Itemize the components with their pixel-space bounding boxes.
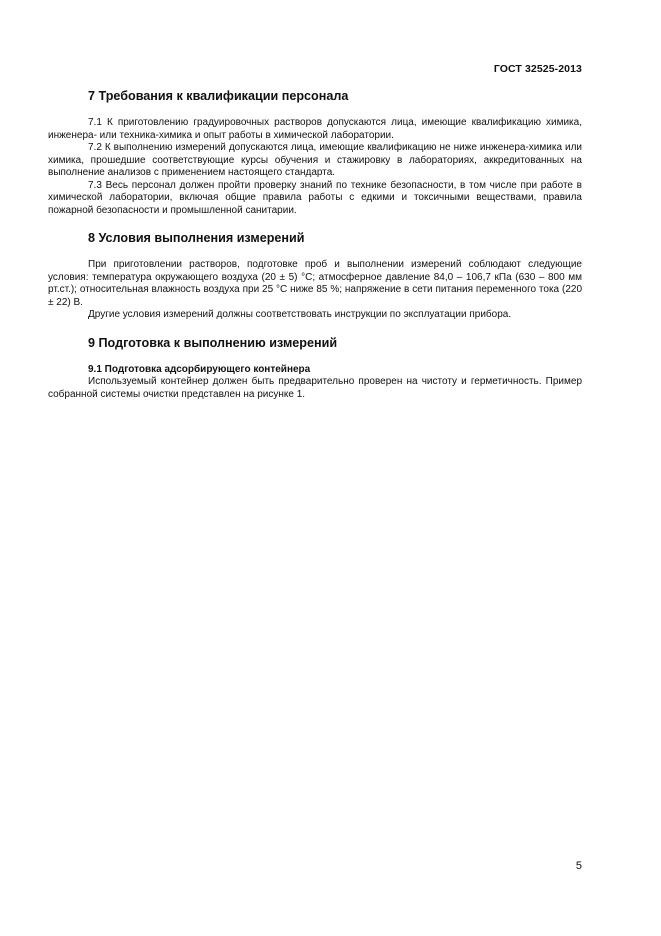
section-8-paragraph-1: При приготовлении растворов, подготовке проб и выполнении измерений соблюдают следующие условия: температура окружающего воздуха (20 ± 5) °С; атмосферное давление 84,0 – 106,7 кПа (630 – 800 мм рт.ст.); относительная влажность воздуха при 25 °С ниже 85 %; напряжение в сети питания переменного тока (220 ± 22) В. [48,259,582,308]
section-7-paragraph-2: 7.2 К выполнению измерений допускаются лица, имеющие квалификацию не ниже инженера-химика или химика, прошедшие соответствующие курсы обучения и стажировку в лабораториях, аккредитованных на выполнение анализов с применением настоящего стандарта. [48,142,582,178]
document-body [48,88,582,401]
section-7-paragraph-1: 7.1 К приготовлению градуировочных растворов допускаются лица, имеющие квалификацию химика, инженера- или техника-химика и опыт работы в химической лаборатории. [48,117,582,141]
section-9-title: 9 Подготовка к выполнению измерений [88,335,338,350]
document-code: ГОСТ 32525-2013 [493,63,582,75]
page-number: 5 [575,860,582,872]
section-7-title: 7 Требования к квалификации персонала [88,89,349,103]
section-8-title: 8 Условия выполнения измерений [88,231,305,245]
subsection-9-1-title: 9.1 Подготовка адсорбирующего контейнера [88,363,311,375]
subsection-9-1-paragraph-1: Используемый контейнер должен быть предварительно проверен на чистоту и герметичность. Пример собранной системы очистки представлен на рисунке 1. [48,376,582,400]
section-8-paragraph-2: Другие условия измерений должны соответствовать инструкции по эксплуатации прибора. [88,309,512,320]
section-7-paragraph-3: 7.3 Весь персонал должен пройти проверку знаний по технике безопасности, в том числе при работе в химической лаборатории, включая общие правила работы с едкими и токсичными веществами, правила пожарной безопасности и промышленной санитарии. [48,179,582,216]
